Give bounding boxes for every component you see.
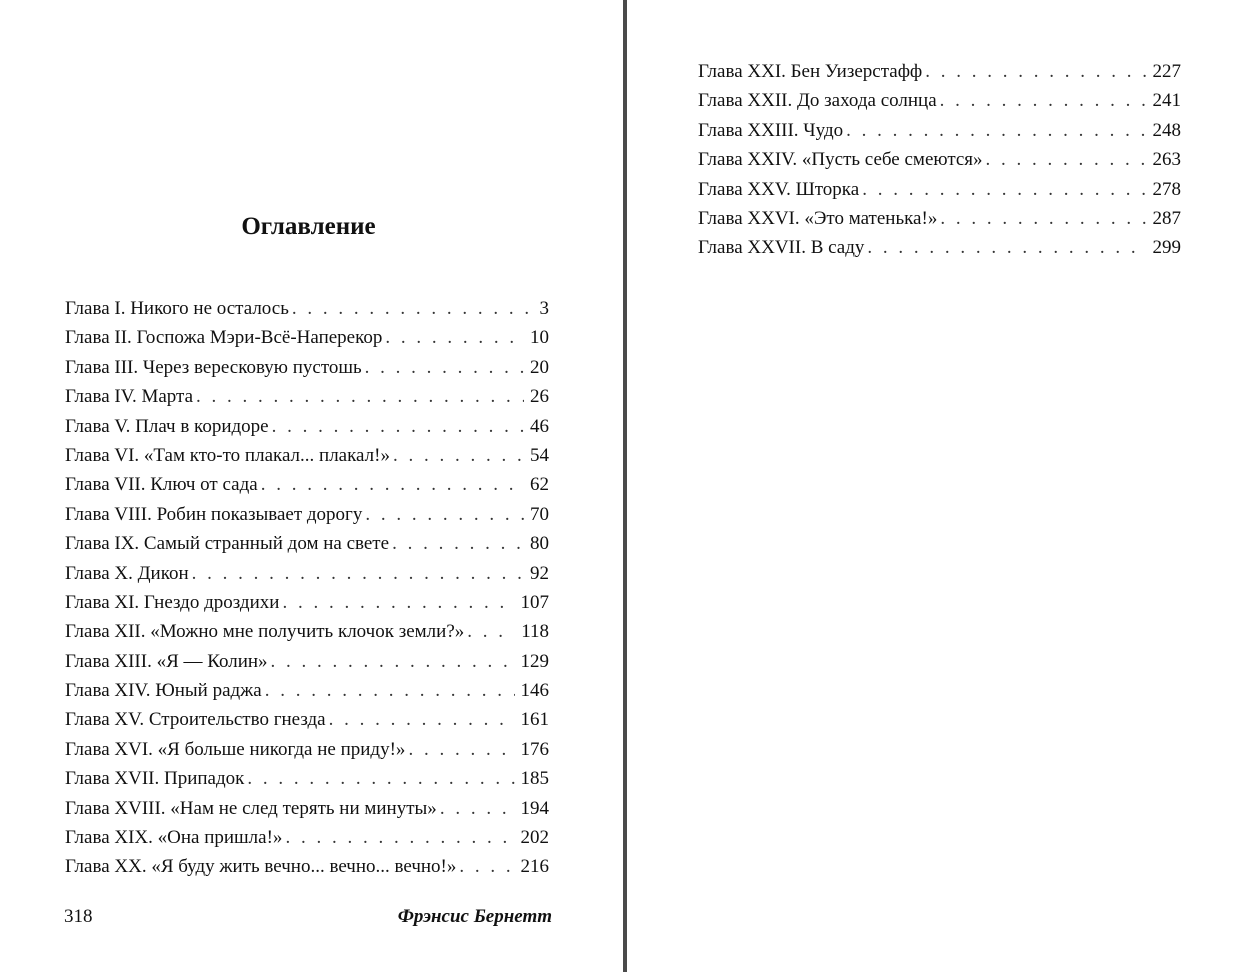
toc-entry-title: Глава XVIII. «Нам не след терять ни минуты» <box>65 797 437 819</box>
toc-entry-page: 216 <box>520 856 549 878</box>
dot-leader <box>285 823 514 852</box>
toc-entry-title: Глава XIV. Юный раджа <box>65 680 262 702</box>
running-head-author: Фрэнсис Бернетт <box>397 906 552 927</box>
toc-entry <box>698 175 1181 204</box>
toc-entry-title: Глава XXVII. В саду <box>698 237 865 259</box>
toc-entry-title: Глава V. Плач в коридоре <box>65 415 269 437</box>
dot-leader <box>467 617 515 646</box>
dot-leader <box>867 233 1146 262</box>
toc-entry-page: 129 <box>520 650 549 672</box>
toc-entry-page: 26 <box>530 386 549 408</box>
toc-entry-title: Глава VIII. Робин показывает дорогу <box>65 503 363 525</box>
toc-entry-page: 227 <box>1152 61 1181 82</box>
book-spine-divider <box>623 0 627 972</box>
toc-entry <box>698 145 1181 174</box>
toc-entry-title: Глава III. Через вересковую пустошь <box>65 356 362 378</box>
dot-leader <box>365 500 524 529</box>
dot-leader <box>261 470 524 499</box>
dot-leader <box>392 529 524 558</box>
dot-leader <box>459 852 514 881</box>
toc-title: Оглавление <box>241 213 376 240</box>
toc-list-right <box>698 57 1181 263</box>
toc-entry-title: Глава XI. Гнездо дроздихи <box>65 591 280 613</box>
toc-entry-page: 54 <box>530 444 549 466</box>
toc-entry-title: Глава XV. Строительство гнезда <box>65 709 326 731</box>
dot-leader <box>940 86 1147 115</box>
toc-entry-page: 70 <box>530 503 549 525</box>
toc-entry-title: Глава XXIV. «Пусть себе смеются» <box>698 149 983 171</box>
toc-entry-page: 278 <box>1152 178 1181 200</box>
toc-entry-title: Глава XXV. Шторка <box>698 178 860 200</box>
toc-entry-title: Глава XXII. До захода солнца <box>698 90 937 112</box>
toc-entry <box>698 86 1181 115</box>
toc-entry-title: Глава IV. Марта <box>65 386 194 408</box>
toc-entry-page: 20 <box>530 356 549 378</box>
toc-entry <box>65 705 549 734</box>
dot-leader <box>365 353 524 382</box>
dot-leader <box>393 441 524 470</box>
toc-entry <box>65 559 549 588</box>
toc-entry-page: 46 <box>530 415 549 437</box>
toc-entry-page: 176 <box>520 738 549 760</box>
toc-entry-page: 107 <box>520 591 549 613</box>
toc-entry <box>65 412 549 441</box>
dot-leader <box>408 735 514 764</box>
toc-entry-page: 92 <box>530 562 549 584</box>
toc-entry <box>65 500 549 529</box>
toc-entry-page: 248 <box>1152 119 1181 141</box>
toc-entry <box>65 647 549 676</box>
toc-entry-title: Глава XX. «Я буду жить вечно... вечно... вечно!» <box>65 856 457 878</box>
toc-entry-page: 194 <box>520 797 549 819</box>
toc-entry <box>65 676 549 705</box>
toc-entry <box>698 57 1181 86</box>
toc-entry <box>65 323 549 352</box>
toc-entry <box>698 116 1181 145</box>
dot-leader <box>986 145 1147 174</box>
toc-entry <box>65 529 549 558</box>
dot-leader <box>196 382 524 411</box>
dot-leader <box>329 705 515 734</box>
toc-entry <box>65 617 549 646</box>
toc-entry <box>65 735 549 764</box>
toc-entry-page: 118 <box>521 621 549 643</box>
toc-list-left <box>65 294 549 882</box>
toc-entry <box>65 470 549 499</box>
dot-leader <box>385 323 524 352</box>
dot-leader <box>265 676 515 705</box>
toc-entry-title: Глава XXIII. Чудо <box>698 119 844 141</box>
toc-entry-title: Глава II. Госпожа Мэри-Всё-Наперекор <box>65 327 383 349</box>
toc-entry-title: Глава XVII. Припадок <box>65 768 245 790</box>
toc-entry <box>65 382 549 411</box>
toc-entry <box>698 233 1181 262</box>
toc-entry-title: Глава XXVI. «Это матенька!» <box>698 207 938 229</box>
toc-entry-page: 185 <box>520 768 549 790</box>
toc-entry-page: 287 <box>1152 207 1181 229</box>
toc-entry <box>65 441 549 470</box>
dot-leader <box>940 204 1146 233</box>
dot-leader <box>192 559 524 588</box>
left-page <box>0 0 623 972</box>
toc-entry <box>65 588 549 617</box>
toc-entry <box>65 794 549 823</box>
toc-entry-title: Глава IX. Самый странный дом на свете <box>65 533 390 555</box>
toc-entry-page: 62 <box>530 474 549 496</box>
toc-entry-title: Глава VI. «Там кто-то плакал... плакал!» <box>65 444 390 466</box>
toc-entry-title: Глава XII. «Можно мне получить клочок земли?» <box>65 621 465 643</box>
toc-entry <box>698 204 1181 233</box>
toc-entry-page: 146 <box>520 680 549 702</box>
dot-leader <box>247 764 514 793</box>
toc-entry <box>65 294 549 323</box>
toc-entry-page: 241 <box>1152 90 1181 112</box>
toc-entry-page: 80 <box>530 533 549 555</box>
toc-entry <box>65 852 549 881</box>
toc-entry <box>65 823 549 852</box>
dot-leader <box>282 588 514 617</box>
toc-entry-title: Глава XVI. «Я больше никогда не приду!» <box>65 738 406 760</box>
dot-leader <box>272 412 524 441</box>
dot-leader <box>862 175 1146 204</box>
toc-entry-title: Глава XIII. «Я — Колин» <box>65 650 268 672</box>
toc-entry-page: 3 <box>539 298 549 319</box>
toc-entry-page: 263 <box>1152 149 1181 171</box>
right-page <box>628 0 1250 972</box>
toc-entry-page: 299 <box>1152 237 1181 259</box>
toc-entry-title: Глава XIX. «Она пришла!» <box>65 827 283 849</box>
dot-leader <box>846 116 1146 145</box>
toc-entry-page: 10 <box>530 327 549 349</box>
dot-leader <box>292 294 534 323</box>
dot-leader <box>440 794 515 823</box>
toc-entry <box>65 764 549 793</box>
page-number: 318 <box>64 906 93 927</box>
toc-entry-page: 161 <box>520 709 549 731</box>
toc-entry-title: Глава X. Дикон <box>65 562 189 584</box>
dot-leader <box>925 57 1146 86</box>
toc-entry-title: Глава VII. Ключ от сада <box>65 474 258 496</box>
toc-entry-title: Глава XXI. Бен Уизерстафф <box>698 61 923 82</box>
dot-leader <box>271 647 515 676</box>
toc-entry-page: 202 <box>520 827 549 849</box>
toc-entry-title: Глава I. Никого не осталось <box>65 298 289 319</box>
toc-entry <box>65 353 549 382</box>
